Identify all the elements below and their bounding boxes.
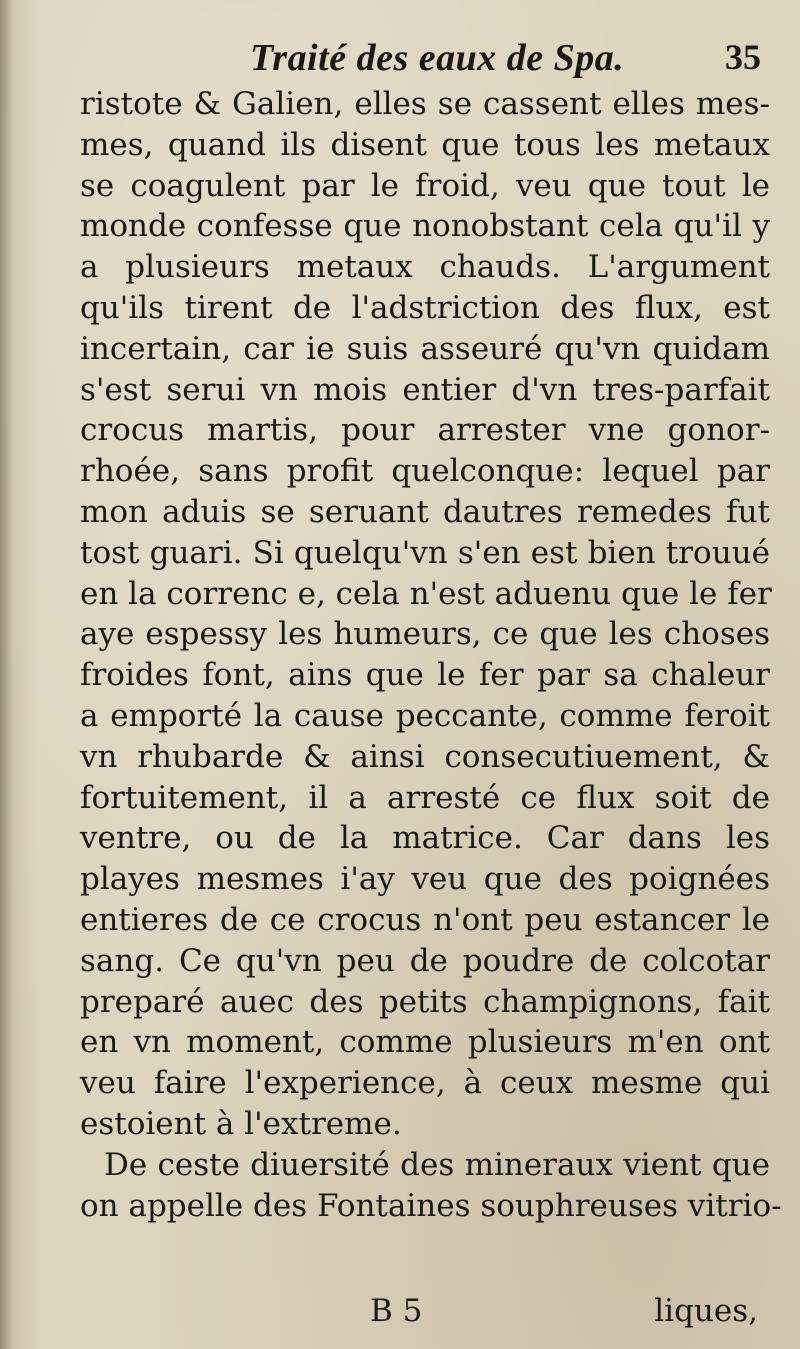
- text-line: ventre, ou de la matrice. Car dans les: [80, 820, 770, 857]
- text-line: en la correnc e, cela n'est aduenu que le fer: [80, 575, 772, 612]
- body-text: [80, 84, 782, 1226]
- text-line: rhoée, sans profit quelconque: lequel par: [80, 453, 770, 490]
- text-line: mes, quand ils disent que tous les metaux: [80, 126, 770, 163]
- page-number: 35: [725, 37, 761, 77]
- text-line: mon aduis se seruant dautres remedes fut: [80, 493, 770, 530]
- text-line: en vn moment, comme plusieurs m'en ont: [80, 1024, 770, 1061]
- page-header: [250, 36, 770, 86]
- binding-edge-shadow: [0, 0, 14, 1349]
- text-line: fortuitement, il a arresté ce flux soit de: [80, 779, 770, 816]
- text-line: froides font, ains que le fer par sa chaleur: [80, 657, 770, 694]
- text-line: tost guari. Si quelqu'vn s'en est bien trouué: [80, 534, 770, 571]
- text-line: a emporté la cause peccante, comme feroit: [80, 697, 770, 734]
- text-line: De ceste diuersité des mineraux vient que: [104, 1146, 770, 1183]
- text-line: preparé auec des petits champignons, fait: [80, 983, 770, 1020]
- text-line: ristote & Galien, elles se cassent elles mes-: [80, 86, 770, 122]
- text-line: incertain, car ie suis asseuré qu'vn quidam: [80, 330, 770, 367]
- text-line: aye espessy les humeurs, ce que les choses: [80, 616, 770, 653]
- signature-mark: B 5: [370, 1293, 423, 1329]
- text-line: veu faire l'experience, à ceux mesme qui: [80, 1065, 770, 1102]
- text-line: playes mesmes i'ay veu que des poignées: [80, 861, 770, 898]
- text-line: vn rhubarde & ainsi consecutiuement, &: [80, 738, 770, 775]
- text-line: s'est serui vn mois entier d'vn tres-parfait: [80, 371, 770, 408]
- text-line: se coagulent par le froid, veu que tout le: [80, 167, 770, 204]
- text-line: sang. Ce qu'vn peu de poudre de colcotar: [80, 942, 770, 979]
- running-title: Traité des eaux de Spa.: [250, 37, 625, 79]
- text-line: monde confesse que nonobstant cela qu'il y: [80, 208, 770, 245]
- text-line: a plusieurs metaux chauds. L'argument: [80, 249, 770, 286]
- text-line: estoient à l'extreme.: [80, 1105, 402, 1142]
- catchword: liques,: [654, 1293, 758, 1329]
- page-footer: [80, 1293, 770, 1337]
- text-line: crocus martis, pour arrester vne gonor-: [80, 412, 770, 449]
- text-line: qu'ils tirent de l'adstriction des flux, est: [80, 289, 770, 326]
- text-line: on appelle des Fontaines souphreuses vitrio-: [80, 1187, 782, 1224]
- text-line: entieres de ce crocus n'ont peu estancer le: [80, 901, 770, 938]
